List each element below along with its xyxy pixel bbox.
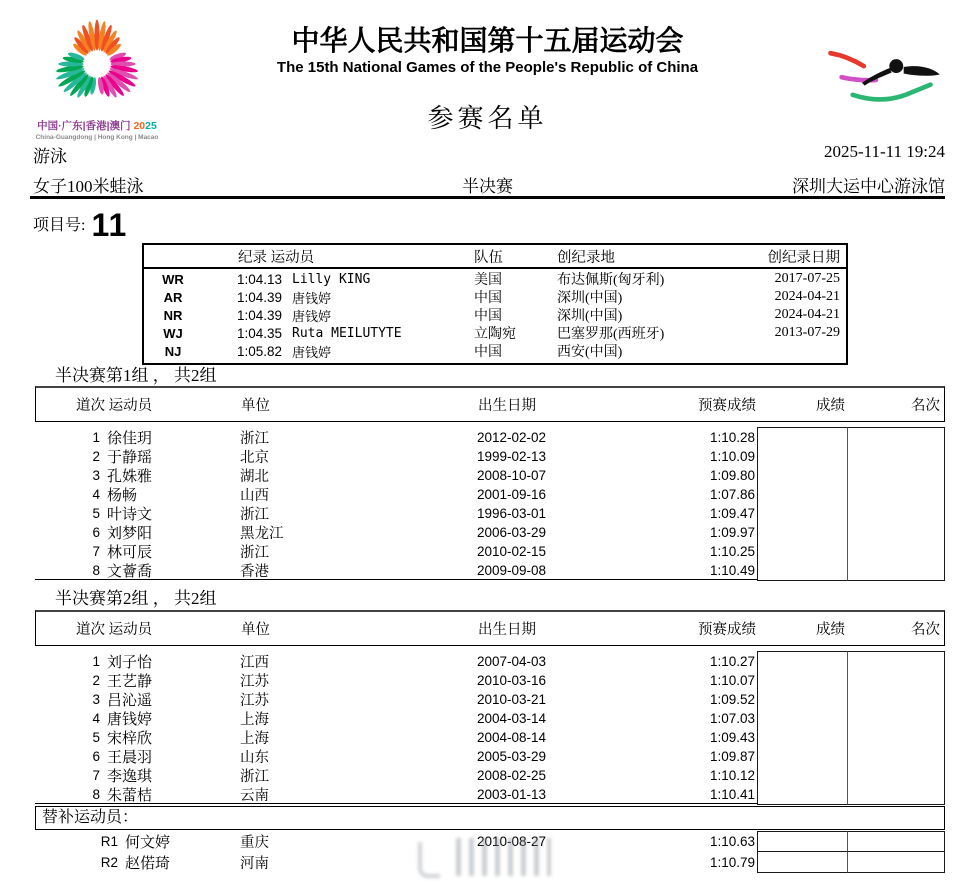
document-title: 参赛名单	[427, 103, 548, 133]
result-cell	[757, 541, 848, 562]
athlete-name: 吕沁遥	[107, 693, 153, 709]
prelim-time: 1:10.09	[709, 449, 755, 464]
athlete-birth: 2010-08-27	[477, 834, 547, 849]
record-time: 1:04.35	[236, 325, 282, 341]
athlete-unit: 湖北	[240, 469, 269, 485]
result-cell	[757, 651, 848, 672]
record-place: 深圳(中国)	[557, 309, 623, 324]
datetime: 2025-11-11 19:24	[823, 142, 945, 161]
heat-header-birth: 出生日期	[478, 622, 536, 638]
lane-number: 8	[92, 787, 100, 802]
lane-number: 6	[92, 525, 100, 540]
rank-cell	[847, 560, 945, 581]
rank-cell	[847, 852, 945, 873]
substitutes-body	[35, 831, 945, 873]
athlete-name: 于静瑶	[107, 450, 153, 466]
games-logo	[26, 8, 168, 141]
rank-cell	[847, 708, 945, 729]
substitute-row	[35, 852, 945, 873]
athlete-birth: 1999-02-13	[477, 449, 547, 464]
athlete-birth: 2006-03-29	[477, 525, 547, 540]
logo-caption-cn-text: 中国·广东|香港|澳门	[37, 120, 131, 132]
event-number-label: 项目号:	[33, 217, 86, 234]
result-cell	[757, 427, 848, 448]
record-athlete: 唐钱婷	[292, 309, 332, 325]
result-cell	[757, 689, 848, 710]
sport-label: 游泳	[33, 147, 67, 166]
result-cell	[757, 746, 848, 767]
rank-cell	[847, 727, 945, 748]
heat-row	[35, 465, 945, 484]
rank-cell	[847, 503, 945, 524]
record-date: 2013-07-29	[774, 325, 840, 340]
heat-header-unit: 单位	[241, 398, 270, 414]
heat-row	[35, 670, 945, 689]
heat-header-lane-athlete: 道次 运动员	[76, 622, 153, 638]
prelim-time: 1:10.49	[709, 563, 755, 578]
athlete-name: 宋梓欣	[107, 731, 153, 747]
result-cell	[757, 522, 848, 543]
record-athlete: 唐钱婷	[292, 345, 332, 361]
rank-cell	[847, 831, 945, 852]
heat-header-result: 成绩	[816, 398, 845, 414]
athlete-name: 唐钱婷	[107, 712, 153, 728]
heat-row	[35, 746, 945, 765]
lane-number: 6	[92, 749, 100, 764]
record-date: 2024-04-21	[774, 289, 840, 304]
substitute-code: R1	[100, 834, 118, 849]
logo-caption-cn	[26, 118, 168, 133]
rank-cell	[847, 689, 945, 710]
lane-number: 2	[92, 449, 100, 464]
athlete-unit: 江苏	[240, 674, 269, 690]
prelim-time: 1:09.80	[709, 468, 755, 483]
athlete-unit: 北京	[240, 450, 269, 466]
prelim-time: 1:10.27	[709, 654, 755, 669]
athlete-birth: 1996-03-01	[477, 506, 547, 521]
heat1-table	[35, 386, 945, 580]
record-time: 1:04.13	[236, 271, 282, 287]
result-cell	[757, 765, 848, 786]
athlete-unit: 河南	[240, 856, 269, 872]
athlete-birth: 2009-09-08	[477, 563, 547, 578]
athlete-birth: 2007-04-03	[477, 654, 547, 669]
substitutes-header: 替补运动员：	[35, 806, 945, 830]
rank-cell	[847, 446, 945, 467]
result-cell	[757, 708, 848, 729]
athlete-name: 李逸琪	[107, 769, 153, 785]
athlete-unit: 浙江	[240, 545, 269, 561]
record-row	[144, 323, 846, 341]
records-body	[144, 269, 846, 359]
rank-cell	[847, 465, 945, 486]
records-header-place: 创纪录地	[557, 249, 615, 266]
athlete-unit: 浙江	[240, 431, 269, 447]
heat-row	[35, 484, 945, 503]
record-team: 立陶宛	[474, 327, 516, 342]
athlete-unit: 重庆	[240, 835, 269, 851]
round-name: 半决赛	[462, 177, 513, 196]
rank-cell	[847, 484, 945, 505]
record-athlete: Lilly KING	[292, 271, 371, 287]
heat-row	[35, 765, 945, 784]
result-cell	[757, 727, 848, 748]
lane-number: 2	[92, 673, 100, 688]
athlete-birth: 2004-08-14	[477, 730, 547, 745]
athlete-name: 赵偌琦	[125, 856, 171, 872]
prelim-time: 1:09.87	[709, 749, 755, 764]
result-cell	[757, 784, 848, 805]
athlete-name: 孔姝雅	[107, 469, 153, 485]
athlete-name: 叶诗文	[107, 507, 153, 523]
record-athlete: Ruta MEILUTYTE	[292, 325, 402, 341]
athlete-unit: 山东	[240, 750, 269, 766]
lane-number: 5	[92, 506, 100, 521]
record-time: 1:04.39	[236, 307, 282, 323]
rank-cell	[847, 765, 945, 786]
heat-row	[35, 446, 945, 465]
record-team: 中国	[474, 309, 502, 324]
athlete-unit: 上海	[240, 712, 269, 728]
record-row	[144, 341, 846, 359]
venue-name: 深圳大运中心游泳馆	[792, 177, 945, 196]
prelim-time: 1:07.86	[709, 487, 755, 502]
swimming-pictogram-icon	[817, 30, 957, 123]
athlete-name: 徐佳玥	[107, 431, 153, 447]
result-cell	[757, 503, 848, 524]
athlete-unit: 黑龙江	[240, 526, 284, 542]
heat-row	[35, 503, 945, 522]
athlete-birth: 2010-02-15	[477, 544, 547, 559]
heat2-table	[35, 610, 945, 804]
records-header-row	[144, 245, 846, 269]
rank-cell	[847, 522, 945, 543]
athlete-unit: 江苏	[240, 693, 269, 709]
result-cell	[757, 852, 848, 873]
heat-header-prelim: 预赛成绩	[698, 622, 756, 638]
substitute-row	[35, 831, 945, 852]
result-cell	[757, 670, 848, 691]
rank-cell	[847, 784, 945, 805]
heat-row	[35, 727, 945, 746]
record-time: 1:04.39	[236, 289, 282, 305]
records-header-athlete: 纪录 运动员	[238, 249, 315, 266]
record-row	[144, 305, 846, 323]
lane-number: 5	[92, 730, 100, 745]
record-place: 深圳(中国)	[557, 291, 623, 306]
rank-cell	[847, 651, 945, 672]
athlete-unit: 香港	[240, 564, 269, 580]
heat-row	[35, 560, 945, 579]
heat-header-result: 成绩	[816, 622, 845, 638]
prelim-time: 1:10.07	[709, 673, 755, 688]
athlete-name: 林可辰	[107, 545, 153, 561]
heat-header-birth: 出生日期	[478, 398, 536, 414]
record-code: WR	[162, 271, 184, 287]
lane-number: 4	[92, 711, 100, 726]
lane-number: 3	[92, 692, 100, 707]
prelim-time: 1:10.63	[709, 834, 755, 849]
prelim-time: 1:07.03	[709, 711, 755, 726]
result-cell	[757, 446, 848, 467]
heat-row	[35, 689, 945, 708]
record-time: 1:05.82	[236, 343, 282, 359]
heat-row	[35, 427, 945, 446]
prelim-time: 1:09.97	[709, 525, 755, 540]
athlete-name: 杨畅	[107, 488, 138, 504]
record-row	[144, 287, 846, 305]
heat1-header-row	[35, 386, 945, 422]
record-place: 巴塞罗那(西班牙)	[557, 327, 665, 342]
athlete-name: 刘梦阳	[107, 526, 153, 542]
prelim-time: 1:10.12	[709, 768, 755, 783]
heat-header-rank: 名次	[911, 622, 940, 638]
rank-cell	[847, 746, 945, 767]
prelim-time: 1:10.25	[709, 544, 755, 559]
lane-number: 4	[92, 487, 100, 502]
event-number	[33, 207, 127, 244]
prelim-time: 1:10.79	[709, 855, 755, 870]
record-team: 中国	[474, 291, 502, 306]
header-divider	[30, 196, 945, 199]
athlete-unit: 浙江	[240, 769, 269, 785]
meta-row-1	[30, 142, 945, 164]
athlete-name: 刘子怡	[107, 655, 153, 671]
heat-header-rank: 名次	[911, 398, 940, 414]
rank-cell	[847, 670, 945, 691]
title-block	[200, 26, 775, 135]
athlete-unit: 云南	[240, 788, 269, 804]
athlete-birth: 2010-03-16	[477, 673, 547, 688]
athlete-birth: 2010-03-21	[477, 692, 547, 707]
record-place: 西安(中国)	[557, 345, 623, 360]
record-code: NR	[163, 307, 183, 323]
rank-cell	[847, 541, 945, 562]
prelim-time: 1:09.43	[709, 730, 755, 745]
athlete-birth: 2012-02-02	[477, 430, 547, 445]
records-header-team: 队伍	[474, 249, 503, 266]
heat-row	[35, 784, 945, 803]
athlete-birth: 2005-03-29	[477, 749, 547, 764]
meta-row-2	[30, 172, 945, 194]
athlete-unit: 上海	[240, 731, 269, 747]
record-team: 美国	[474, 273, 502, 288]
prelim-time: 1:10.41	[709, 787, 755, 802]
logo-caption-en: China-Guangdong | Hong Kong | Macao	[35, 134, 159, 141]
athlete-unit: 山西	[240, 488, 269, 504]
records-table	[142, 243, 848, 365]
page-title: 中华人民共和国第十五届运动会	[291, 25, 684, 56]
heat-row	[35, 708, 945, 727]
prelim-time: 1:10.28	[709, 430, 755, 445]
result-cell	[757, 560, 848, 581]
substitute-code: R2	[100, 855, 118, 870]
heat-row	[35, 651, 945, 670]
event-number-value: 11	[91, 207, 128, 243]
record-code: WJ	[163, 325, 183, 341]
lane-number: 7	[92, 768, 100, 783]
heat2-body	[35, 646, 945, 804]
athlete-unit: 浙江	[240, 507, 269, 523]
record-code: AR	[163, 289, 183, 305]
lane-number: 3	[92, 468, 100, 483]
event-name: 女子100米蛙泳	[33, 177, 144, 196]
prelim-time: 1:09.47	[709, 506, 755, 521]
result-cell	[757, 831, 848, 852]
record-date: 2017-07-25	[774, 271, 840, 286]
athlete-name: 朱蕾桔	[107, 788, 153, 804]
record-date: 2024-04-21	[774, 307, 840, 322]
heat-header-prelim: 预赛成绩	[698, 398, 756, 414]
logo-year-20: 20	[133, 120, 146, 132]
result-cell	[757, 484, 848, 505]
athlete-birth: 2003-01-13	[477, 787, 547, 802]
heat-header-lane-athlete: 道次 运动员	[76, 398, 153, 414]
record-row	[144, 269, 846, 287]
heat2-header-row	[35, 610, 945, 646]
heat2-title: 半决赛第2组 ， 共2组	[55, 589, 217, 608]
athlete-name: 王晨羽	[107, 750, 153, 766]
lane-number: 7	[92, 544, 100, 559]
heat-row	[35, 522, 945, 541]
rank-cell	[847, 427, 945, 448]
athlete-birth: 2004-03-14	[477, 711, 547, 726]
records-header-date: 创纪录日期	[767, 249, 840, 266]
lane-number: 1	[92, 654, 100, 669]
lane-number: 8	[92, 563, 100, 578]
games-logo-burst-icon	[38, 8, 156, 120]
heat1-title: 半决赛第1组 ， 共2组	[55, 366, 217, 385]
record-place: 布达佩斯(匈牙利)	[557, 273, 665, 288]
record-team: 中国	[474, 345, 502, 360]
athlete-name: 何文婷	[125, 835, 171, 851]
athlete-birth: 2001-09-16	[477, 487, 547, 502]
athlete-name: 文薈喬	[107, 564, 153, 580]
page-subtitle: The 15th National Games of the People's Republic of China	[276, 58, 699, 76]
athlete-name: 王艺静	[107, 674, 153, 690]
athlete-birth: 2008-10-07	[477, 468, 547, 483]
result-cell	[757, 465, 848, 486]
athlete-birth: 2008-02-25	[477, 768, 547, 783]
heat-row	[35, 541, 945, 560]
heat1-body	[35, 422, 945, 580]
athlete-unit: 江西	[240, 655, 269, 671]
prelim-time: 1:09.52	[709, 692, 755, 707]
lane-number: 1	[92, 430, 100, 445]
record-code: NJ	[164, 343, 182, 359]
record-athlete: 唐钱婷	[292, 291, 332, 307]
heat-header-unit: 单位	[241, 622, 270, 638]
logo-year-25: 25	[145, 120, 157, 132]
